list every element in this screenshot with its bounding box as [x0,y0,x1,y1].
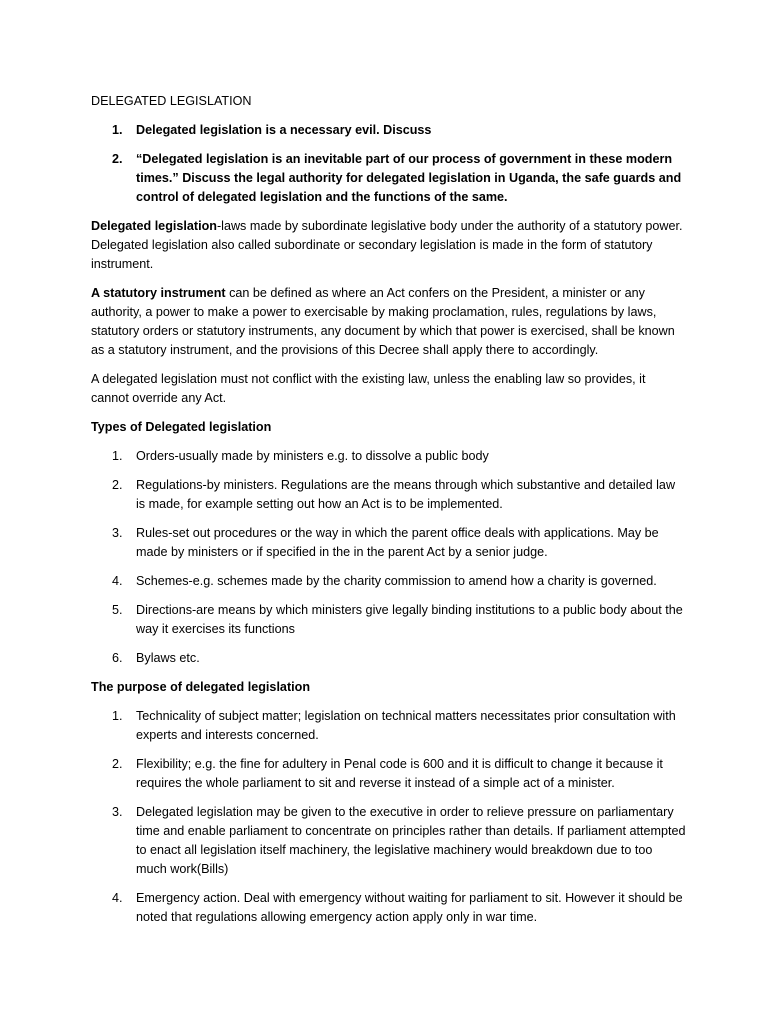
list-item [91,755,686,793]
list-item [91,803,686,879]
conflict-paragraph: A delegated legislation must not conflict with the existing law, unless the enabling law so provides, it cannot override any Act. [91,372,646,405]
list-item [91,572,686,591]
list-item [91,601,686,639]
definition-term: Delegated legislation [91,219,217,233]
list-text: Bylaws etc. [136,651,200,665]
list-number: 3. [112,526,123,540]
list-item [91,447,686,466]
list-text: Schemes-e.g. schemes made by the charity commission to amend how a charity is governed. [136,574,657,588]
statutory-paragraph [91,284,686,360]
statutory-term: A statutory instrument [91,286,226,300]
list-number: 5. [112,603,123,617]
list-number: 2. [112,757,123,771]
list-number: 1. [112,123,123,137]
list-number: 4. [112,891,123,905]
question-list [91,121,686,207]
list-item [91,121,686,140]
list-item [91,649,686,668]
list-text: Regulations-by ministers. Regulations are the means through which substantive and detailed law is made, for example setting out how an Act is to be implemented. [136,478,676,511]
definition-text: -laws made by subordinate legislative body under the authority of a statutory power. Delegated legislation also called subordinate or secondary legislation is made in the form of statutory instrument. [91,219,683,271]
definition-paragraph [91,217,686,274]
list-text: Delegated legislation may be given to the executive in order to relieve pressure on parliamentary time and enable parliament to concentrate on principles rather than details. If parliament attempted to enact all legislation itself machinery, the legislative machinery would breakdown due to too much work(Bills) [136,805,686,876]
list-item [91,150,686,207]
list-number: 1. [112,709,123,723]
list-text: Rules-set out procedures or the way in which the parent office deals with applications. May be made by ministers or if specified in the in the parent Act by a senior judge. [136,526,659,559]
list-text: Delegated legislation is a necessary evil. Discuss [136,123,432,137]
list-item [91,476,686,514]
list-number: 6. [112,651,123,665]
list-number: 3. [112,805,123,819]
list-item [91,707,686,745]
list-number: 4. [112,574,123,588]
list-text: “Delegated legislation is an inevitable part of our process of government in these modern times.” Discuss the legal authority for delegated legislation in Uganda, the safe guards and control of delegated legislation and the functions of the same. [136,152,682,204]
list-text: Directions-are means by which ministers give legally binding institutions to a public body about the way it exercises its functions [136,603,683,636]
types-heading: Types of Delegated legislation [91,420,272,434]
list-text: Flexibility; e.g. the fine for adultery in Penal code is 600 and it is difficult to change it because it requires the whole parliament to sit and reverse it instead of a simple act of a minister. [136,757,663,790]
list-item [91,889,686,927]
document-title: DELEGATED LEGISLATION [91,94,252,108]
list-text: Technicality of subject matter; legislation on technical matters necessitates prior consultation with experts and interests concerned. [136,709,676,742]
purpose-list [91,707,686,927]
list-number: 2. [112,478,123,492]
list-number: 2. [112,152,123,166]
list-item [91,524,686,562]
list-text: Emergency action. Deal with emergency without waiting for parliament to sit. However it should be noted that regulations allowing emergency action apply only in war time. [136,891,683,924]
list-number: 1. [112,449,123,463]
purpose-heading: The purpose of delegated legislation [91,680,311,694]
statutory-text: can be defined as where an Act confers on the President, a minister or any authority, a power to make a power to exercisable by making proclamation, rules, regulations by laws, statutory orders or statutory instruments, any document by which that power is exercised, shall be known as a statutory instrument, and the provisions of this Decree shall apply there to accordingly. [91,286,675,357]
types-list [91,447,686,668]
list-text: Orders-usually made by ministers e.g. to dissolve a public body [136,449,489,463]
